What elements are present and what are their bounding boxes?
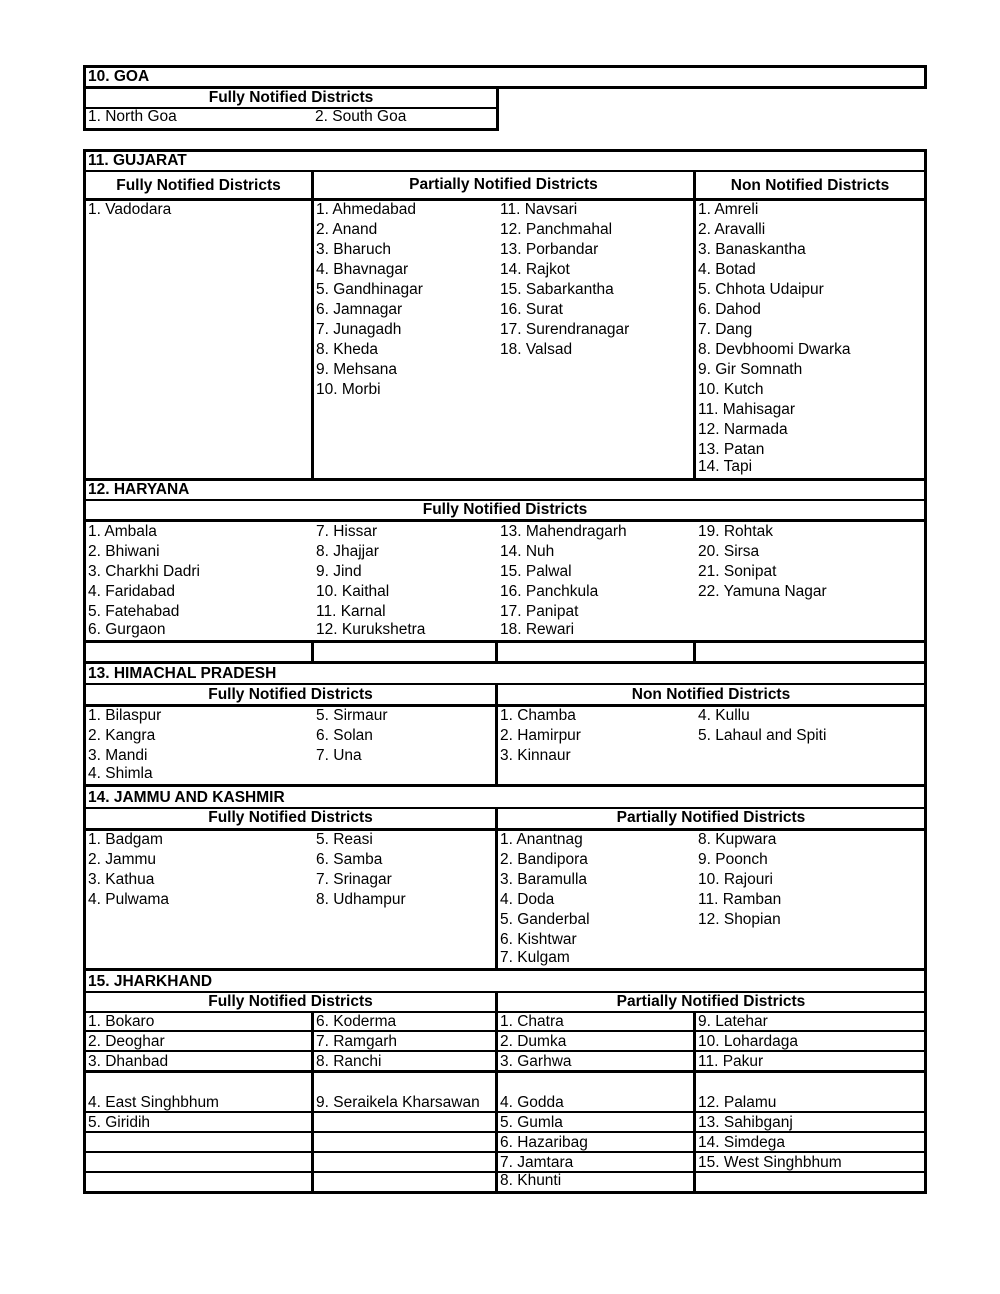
list-item: 13. Mahendragarh <box>500 523 627 540</box>
list-item: 4. Bhavnagar <box>316 261 409 278</box>
list-item: 11. Navsari <box>500 201 578 218</box>
list-item: 21. Sonipat <box>698 563 777 580</box>
list-item: 5. Giridih <box>88 1114 151 1131</box>
list-item: 6. Koderma <box>316 1013 397 1030</box>
list-item: 8. Kupwara <box>698 831 777 848</box>
list-item: 7. Kulgam <box>500 949 570 966</box>
list-item: 4. Shimla <box>88 765 153 782</box>
list-item: 3. Dhanbad <box>88 1053 169 1070</box>
goa-title: 10. GOA <box>88 68 150 85</box>
list-item: 1. Badgam <box>88 831 163 848</box>
list-item: 7. Srinagar <box>316 871 392 888</box>
gujarat-partial-header: Partially Notified Districts <box>409 176 598 193</box>
list-item: 1. Anantnag <box>500 831 583 848</box>
list-item: 11. Karnal <box>316 603 386 620</box>
list-item: 2. South Goa <box>315 108 407 125</box>
list-item: 4. Godda <box>500 1094 564 1111</box>
list-item: 5. Lahaul and Spiti <box>698 727 827 744</box>
list-item: 16. Surat <box>500 301 563 318</box>
list-item: 14. Simdega <box>698 1134 786 1151</box>
list-item: 3. Bharuch <box>316 241 391 258</box>
list-item: 16. Panchkula <box>500 583 599 600</box>
list-item: 6. Jamnagar <box>316 301 403 318</box>
list-item: 17. Surendranagar <box>500 321 630 338</box>
jk-partial-header: Partially Notified Districts <box>616 809 806 826</box>
list-item: 18. Rewari <box>500 621 575 638</box>
list-item: 2. Aravalli <box>698 221 766 238</box>
list-item: 2. Dumka <box>500 1033 567 1050</box>
jharkhand-title: 15. JHARKHAND <box>88 973 213 990</box>
list-item: 6. Hazaribag <box>500 1134 588 1151</box>
list-item: 14. Rajkot <box>500 261 570 278</box>
list-item: 11. Pakur <box>698 1053 764 1070</box>
list-item: 9. Jind <box>316 563 362 580</box>
list-item: 18. Valsad <box>500 341 573 358</box>
list-item: 12. Kurukshetra <box>316 621 426 638</box>
jharkhand-partial-header: Partially Notified Districts <box>616 993 806 1010</box>
list-item: 9. Latehar <box>698 1013 768 1030</box>
list-item: 6. Dahod <box>698 301 761 318</box>
list-item: 15. West Singhbhum <box>698 1154 842 1171</box>
list-item: 1. Bokaro <box>88 1013 155 1030</box>
list-item: 3. Kinnaur <box>500 747 571 764</box>
list-item: 4. Doda <box>500 891 555 908</box>
list-item: 11. Mahisagar <box>698 401 796 418</box>
list-item: 5. Gumla <box>500 1114 563 1131</box>
list-item: 5. Chhota Udaipur <box>698 281 824 298</box>
list-item: 7. Ramgarh <box>316 1033 397 1050</box>
himachal-title: 13. HIMACHAL PRADESH <box>88 665 277 682</box>
list-item: 7. Dang <box>698 321 753 338</box>
list-item: 2. Kangra <box>88 727 156 744</box>
list-item: 12. Panchmahal <box>500 221 613 238</box>
list-item: 8. Devbhoomi Dwarka <box>698 341 851 358</box>
list-item: 2. Jammu <box>88 851 157 868</box>
list-item: 5. Ganderbal <box>500 911 590 928</box>
list-item: 5. Gandhinagar <box>316 281 423 298</box>
list-item: 5. Reasi <box>316 831 373 848</box>
list-item: 20. Sirsa <box>698 543 760 560</box>
list-item: 10. Lohardaga <box>698 1033 798 1050</box>
list-item: 14. Tapi <box>698 458 753 475</box>
list-item: 7. Hissar <box>316 523 378 540</box>
list-item: 9. Seraikela Kharsawan <box>316 1094 480 1111</box>
list-item: 22. Yamuna Nagar <box>698 583 827 600</box>
list-item: 3. Kathua <box>88 871 155 888</box>
list-item: 5. Sirmaur <box>316 707 388 724</box>
list-item: 2. Bhiwani <box>88 543 160 560</box>
gujarat-fully-header: Fully Notified Districts <box>116 177 281 194</box>
list-item: 8. Kheda <box>316 341 379 358</box>
list-item: 3. Baramulla <box>500 871 588 888</box>
list-item: 4. Botad <box>698 261 756 278</box>
list-item: 4. East Singhbhum <box>88 1094 219 1111</box>
list-item: 1. Amreli <box>698 201 759 218</box>
list-item: 10. Kutch <box>698 381 764 398</box>
list-item: 3. Charkhi Dadri <box>88 563 200 580</box>
list-item: 13. Porbandar <box>500 241 599 258</box>
list-item: 3. Banaskantha <box>698 241 806 258</box>
list-item: 2. Hamirpur <box>500 727 581 744</box>
list-item: 19. Rohtak <box>698 523 773 540</box>
list-item: 12. Narmada <box>698 421 788 438</box>
haryana-fully-header: Fully Notified Districts <box>422 501 588 518</box>
list-item: 15. Palwal <box>500 563 572 580</box>
list-item: 1. Ahmedabad <box>316 201 416 218</box>
list-item: 2. Bandipora <box>500 851 588 868</box>
gujarat-non-header: Non Notified Districts <box>730 177 890 194</box>
jk-title: 14. JAMMU AND KASHMIR <box>88 789 285 806</box>
list-item: 1. Chamba <box>500 707 576 724</box>
list-item: 3. Mandi <box>88 747 148 764</box>
list-item: 4. Pulwama <box>88 891 169 908</box>
list-item: 2. Anand <box>316 221 378 238</box>
list-item: 10. Morbi <box>316 381 381 398</box>
list-item: 7. Jamtara <box>500 1154 574 1171</box>
list-item: 9. Gir Somnath <box>698 361 803 378</box>
list-item: 11. Ramban <box>698 891 782 908</box>
list-item: 10. Rajouri <box>698 871 773 888</box>
list-item: 8. Jhajjar <box>316 543 379 560</box>
list-item: 8. Udhampur <box>316 891 406 908</box>
goa-fully-header: Fully Notified Districts <box>208 89 374 106</box>
list-item: 8. Khunti <box>500 1172 562 1189</box>
list-item: 15. Sabarkantha <box>500 281 614 298</box>
himachal-non-header: Non Notified Districts <box>631 686 791 703</box>
list-item: 4. Kullu <box>698 707 750 724</box>
list-item: 17. Panipat <box>500 603 579 620</box>
himachal-fully-header: Fully Notified Districts <box>208 686 373 703</box>
list-item: 7. Junagadh <box>316 321 402 338</box>
jharkhand-fully-header: Fully Notified Districts <box>208 993 373 1010</box>
jk-fully-header: Fully Notified Districts <box>208 809 373 826</box>
list-item: 12. Shopian <box>698 911 781 928</box>
list-item: 4. Faridabad <box>88 583 176 600</box>
list-item: 5. Fatehabad <box>88 603 180 620</box>
list-item: 1. Chatra <box>500 1013 564 1030</box>
list-item: 1. Bilaspur <box>88 707 162 724</box>
list-item: 7. Una <box>316 747 362 764</box>
list-item: 1. Vadodara <box>88 201 172 218</box>
gujarat-title: 11. GUJARAT <box>88 152 187 169</box>
list-item: 13. Sahibganj <box>698 1114 793 1131</box>
list-item: 2. Deoghar <box>88 1033 165 1050</box>
list-item: 6. Solan <box>316 727 373 744</box>
list-item: 9. Mehsana <box>316 361 397 378</box>
list-item: 6. Samba <box>316 851 383 868</box>
list-item: 6. Gurgaon <box>88 621 166 638</box>
list-item: 9. Poonch <box>698 851 768 868</box>
list-item: 1. North Goa <box>88 108 177 125</box>
list-item: 3. Garhwa <box>500 1053 572 1070</box>
list-item: 8. Ranchi <box>316 1053 382 1070</box>
list-item: 1. Ambala <box>88 523 157 540</box>
list-item: 6. Kishtwar <box>500 931 577 948</box>
list-item: 10. Kaithal <box>316 583 390 600</box>
list-item: 13. Patan <box>698 441 765 458</box>
list-item: 14. Nuh <box>500 543 555 560</box>
list-item: 12. Palamu <box>698 1094 777 1111</box>
haryana-title: 12. HARYANA <box>88 481 190 498</box>
